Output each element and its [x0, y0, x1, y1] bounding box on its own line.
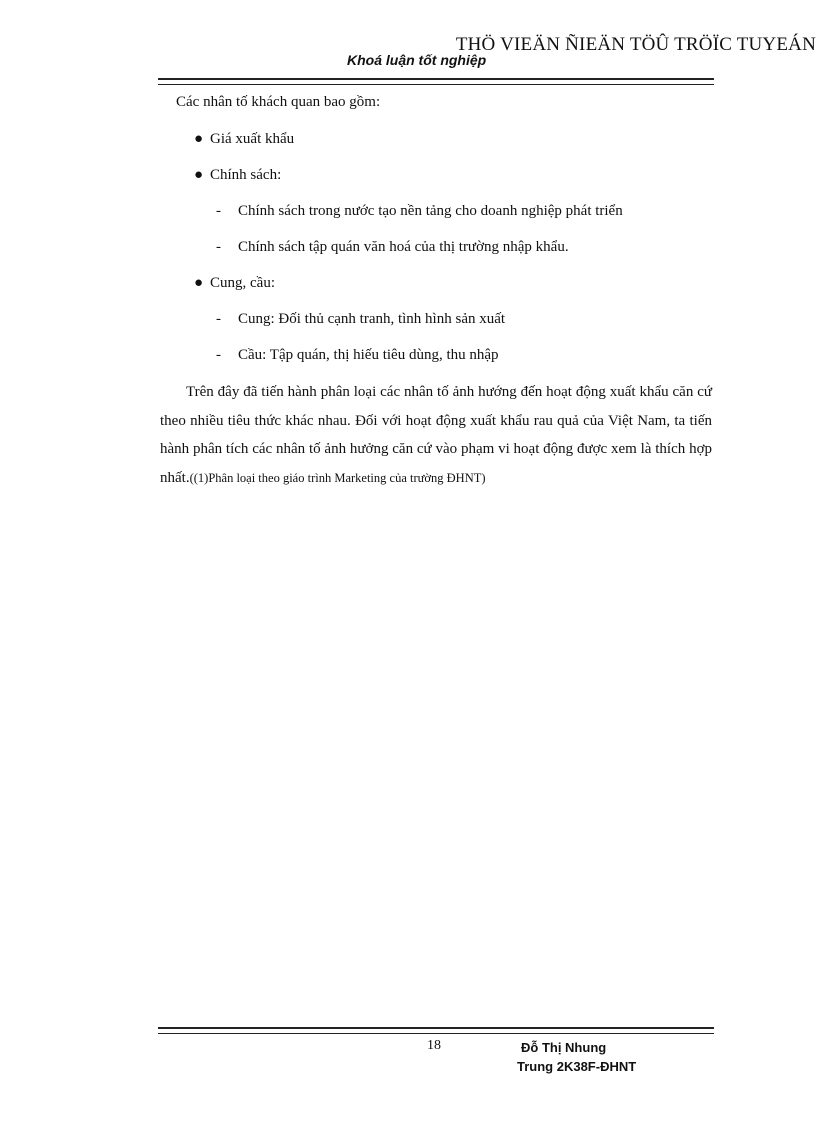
sub-text: Chính sách tập quán văn hoá của thị trường nhập khẩu.	[238, 239, 569, 255]
sub-text: Chính sách trong nước tạo nền tảng cho doanh nghiệp phát triển	[238, 203, 623, 219]
dash-marker: -	[216, 203, 221, 219]
author-name: Đỗ Thị Nhung	[521, 1040, 607, 1055]
dash-marker: -	[216, 239, 221, 255]
header-title: Khoá luận tốt nghiệp	[347, 52, 487, 68]
dash-marker: -	[216, 311, 221, 327]
footer-rule	[158, 1027, 714, 1034]
bullet-item	[194, 165, 712, 188]
body-paragraph	[160, 378, 712, 492]
page-body	[160, 92, 712, 492]
sub-text: Cầu: Tập quán, thị hiếu tiêu dùng, thu nhập	[238, 347, 499, 363]
sub-item	[216, 309, 712, 332]
page-number: 18	[427, 1038, 441, 1053]
intro-line: Các nhân tố khách quan bao gồm:	[176, 94, 381, 110]
sub-item	[216, 345, 712, 368]
bullet-text: Chính sách:	[210, 167, 282, 183]
bullet-text: Giá xuất khẩu	[210, 131, 295, 147]
dash-marker: -	[216, 347, 221, 363]
class-code: Trung 2K38F-ĐHNT	[517, 1059, 637, 1074]
paragraph-text: Trên đây đã tiến hành phân loại các nhân tố ảnh hướng đến hoạt động xuất khẩu căn cứ theo nhiều tiêu thức khác nhau. Đối với hoạt động xuất khẩu rau quả của Việt Nam, ta tiến hành phân tích các nhân tố ảnh hưởng căn cứ vào phạm vi hoạt động được xem là thích hợp nhất.	[160, 384, 712, 486]
watermark-text: THÖ VIEÄN ÑIEÄN TÖÛ TRÖÏC TUYEÁN	[455, 34, 816, 55]
bullet-dot-icon: ●	[194, 131, 204, 147]
footnote-text: ((1)Phân loại theo giáo trình Marketing của trường ĐHNT)	[189, 470, 486, 485]
bullet-dot-icon: ●	[194, 167, 204, 183]
sub-text: Cung: Đối thủ cạnh tranh, tình hình sản xuất	[238, 311, 506, 327]
bullet-text: Cung, cầu:	[210, 275, 275, 291]
header-rule	[158, 78, 714, 85]
sub-item	[216, 201, 712, 224]
bullet-item	[194, 129, 712, 152]
bullet-item	[194, 273, 712, 296]
bullet-dot-icon: ●	[194, 275, 204, 291]
sub-item	[216, 237, 712, 260]
